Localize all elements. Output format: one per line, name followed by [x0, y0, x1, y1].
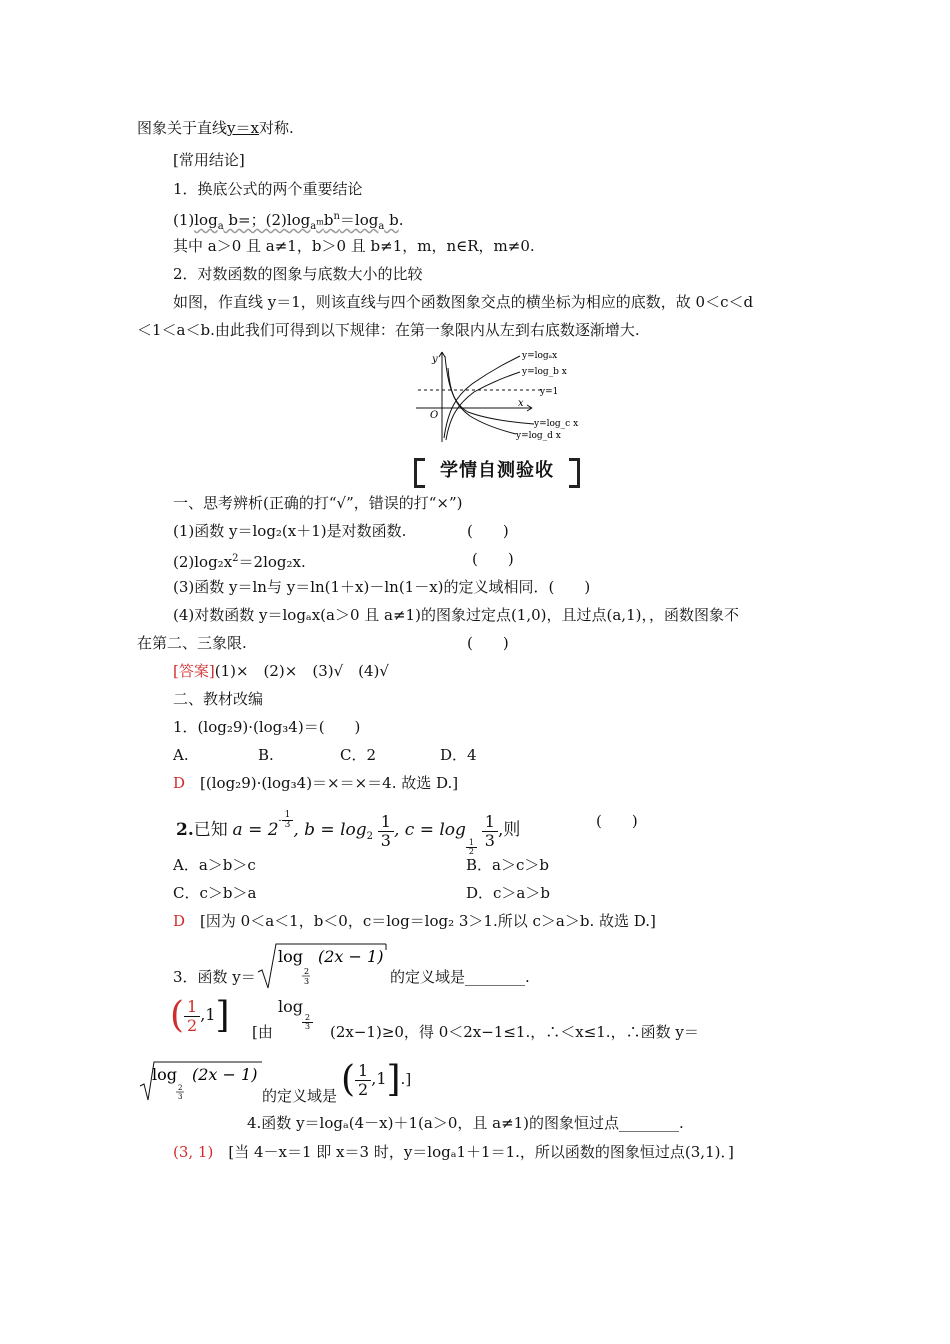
math: a = 2	[232, 820, 279, 840]
sub-numerator: 2	[178, 1084, 183, 1092]
answer-line	[173, 911, 656, 931]
text-line: 一、思考辨析(正确的打“√”，错误的打“×”)	[173, 494, 463, 512]
denominator: 2	[358, 1079, 369, 1099]
origin-label: O	[430, 410, 439, 421]
option-c: C．2	[340, 746, 377, 764]
subscript: a	[217, 221, 224, 232]
text-line: (4)对数函数 y＝logₐx(a＞0 且 a≠1)的图象过定点(1,0)，且过点(a,1)，，函数图象不	[173, 606, 739, 624]
text: (2)log₂x	[173, 553, 233, 571]
fraction	[482, 813, 498, 850]
text: 3．函数 y＝	[173, 968, 256, 986]
answer-text: [当 4－x＝1 即 x＝3 时，y＝logₐ1＋1＝1.，所以函数的图象恒过点(3,1)．]	[228, 1143, 734, 1161]
answer-line	[173, 1142, 734, 1162]
question: 1．(log₂9)·(log₃4)＝( )	[173, 718, 361, 736]
answer-text: (1)× (2)× (3)√ (4)√	[214, 662, 389, 680]
numerator: 1	[355, 1062, 371, 1081]
subscript: a	[378, 221, 385, 232]
text: a	[310, 221, 317, 232]
sqrt-expression	[256, 940, 388, 992]
formula-2	[286, 211, 399, 232]
fraction	[184, 998, 200, 1035]
exponent	[278, 810, 294, 830]
answer-paren: ( )	[472, 550, 514, 568]
text-line	[173, 549, 306, 572]
curve-b	[446, 372, 520, 440]
subscript: 2	[366, 831, 373, 842]
log: log	[278, 947, 303, 966]
denominator: 3	[380, 830, 391, 850]
math: , b = log	[293, 820, 367, 840]
text: -	[278, 816, 282, 826]
text-line: ＜1＜a＜b.由此我们可得到以下规律：在第一象限内从左到右底数逐渐增大.	[137, 321, 640, 339]
text: 的定义域是________.	[390, 968, 530, 986]
answer-label: D	[173, 774, 186, 792]
text-line: 如图，作直线 y＝1，则该直线与四个函数图象交点的横坐标为相应的底数，故 0＜c＜d	[173, 293, 754, 311]
paren-left: (	[341, 1059, 356, 1100]
answer-line	[173, 661, 389, 681]
text: .]	[400, 1070, 412, 1088]
fraction	[355, 1062, 371, 1099]
section-banner	[414, 456, 580, 486]
option-d: D．4	[440, 746, 477, 764]
question-number: 2.	[176, 820, 194, 840]
answer-paren: ( )	[467, 634, 509, 652]
answer-paren: ( )	[467, 522, 509, 540]
text: (2x−1)≥0，得 0＜2x−1≤1.，∴＜x≤1.，∴函数 y＝	[330, 1023, 699, 1041]
superscript: 2	[232, 553, 239, 564]
text: (1)	[173, 211, 195, 229]
superscript: m	[316, 217, 324, 227]
bracket-right: ]	[215, 995, 230, 1036]
banner-title: 学情自测验收	[440, 460, 554, 481]
text-line: 2．对数函数的图象与底数大小的比较	[173, 265, 423, 283]
argument: (2x − 1)	[318, 947, 384, 966]
option-b: B．a＞c＞b	[466, 856, 549, 874]
curve-b-label: y=log_b x	[522, 367, 567, 377]
text-line: 其中 a＞0 且 a≠1，b＞0 且 b≠1，m，n∈R，m≠0.	[173, 237, 535, 255]
text: b	[323, 211, 334, 229]
numerator: 1	[482, 813, 498, 832]
denominator: 3	[284, 820, 291, 830]
sub-denominator: 3	[178, 1093, 183, 1101]
text-line: (1)函数 y＝log₂(x＋1)是对数函数.	[173, 522, 407, 540]
answer-paren: ( )	[596, 812, 638, 830]
x-label: x	[518, 398, 524, 409]
text: 的定义域是	[262, 1087, 338, 1105]
text-line: 1．换底公式的两个重要结论	[173, 180, 363, 198]
equation: y＝x	[227, 119, 259, 137]
curve-d-label: y=log_d x	[516, 431, 561, 441]
math: , c = log	[393, 820, 466, 840]
curve-c-label: y=log_c x	[534, 419, 579, 429]
numerator: 1	[466, 839, 477, 848]
bracket-right: ]	[386, 1059, 401, 1100]
fraction	[282, 811, 294, 830]
fraction	[466, 839, 477, 856]
subscript	[466, 837, 477, 856]
bracket-left	[414, 458, 425, 488]
log-graph-figure	[412, 348, 584, 444]
text: log	[286, 211, 311, 229]
option-b: B.	[258, 746, 274, 764]
option-c: C．c＞b＞a	[173, 884, 257, 902]
answer-line	[173, 773, 458, 793]
denominator: 2	[468, 846, 474, 856]
answer-label: (3, 1)	[173, 1143, 214, 1161]
text: log	[194, 211, 218, 229]
option-a: A．a＞b＞c	[173, 856, 256, 874]
section-heading: [常用结论]	[173, 151, 245, 169]
numerator: 1	[282, 811, 294, 821]
log: log	[278, 997, 303, 1016]
text: ,1	[371, 1069, 387, 1088]
log: log	[152, 1065, 177, 1084]
text: b	[384, 211, 399, 229]
answer-label: [答案]	[173, 662, 215, 680]
sqrt-expression-2	[138, 1058, 264, 1104]
denominator: 2	[187, 1015, 198, 1035]
text: 已知	[193, 820, 228, 840]
text: ,1	[200, 1005, 216, 1024]
paren-left: (	[170, 995, 185, 1036]
text: 图象关于直线	[137, 119, 228, 137]
curve-a-label: y=logₐx	[522, 351, 558, 361]
sub-numerator: 2	[304, 967, 310, 976]
argument: (2x − 1)	[192, 1065, 258, 1084]
sub-fraction	[302, 1014, 313, 1031]
answer-text: [因为 0＜a＜1，b＜0，c＝log＝log₂ 3＞1.所以 c＞a＞b. 故选 D.]	[200, 912, 656, 930]
fraction	[378, 813, 394, 850]
line-label: y=1	[540, 387, 559, 397]
section-heading: 二、教材改编	[173, 690, 264, 708]
y-label: y	[432, 354, 438, 365]
interval	[341, 1058, 411, 1100]
question-4: 4.函数 y＝logₐ(4－x)＋1(a＞0，且 a≠1)的图象恒过点________.	[247, 1114, 684, 1132]
denominator: 3	[305, 1022, 311, 1031]
fraction	[302, 1014, 313, 1031]
superscript: n	[333, 211, 340, 222]
text: ＝2log₂x.	[238, 553, 306, 571]
formula-1	[194, 211, 287, 232]
denominator: 3	[484, 830, 495, 850]
subscript	[310, 217, 324, 232]
text-line: 在第二、三象限.	[137, 634, 247, 652]
numerator: 1	[378, 813, 394, 832]
formula-line	[173, 207, 403, 237]
text: 对称.	[258, 119, 294, 137]
numerator: 2	[302, 1014, 313, 1023]
text: ,则	[497, 820, 521, 840]
curve-a	[444, 356, 520, 438]
numerator: 1	[184, 998, 200, 1017]
text: .	[398, 211, 404, 229]
bracket-right	[569, 458, 580, 488]
text: [由	[252, 1023, 273, 1041]
text-line: (3)函数 y＝ln与 y＝ln(1＋x)－ln(1－x)的定义域相同．( )	[173, 578, 591, 596]
text: ＝log	[339, 211, 379, 229]
option-d: D．c＞a＞b	[466, 884, 550, 902]
answer-text: [(log₂9)·(log₃4)＝×＝×＝4. 故选 D.]	[200, 774, 459, 792]
text-line	[137, 118, 294, 138]
option-a: A.	[173, 746, 189, 764]
answer-label: D	[173, 912, 186, 930]
text: b=；(2)	[223, 211, 287, 229]
sub-denominator: 3	[304, 977, 310, 986]
answer-interval	[170, 994, 230, 1036]
